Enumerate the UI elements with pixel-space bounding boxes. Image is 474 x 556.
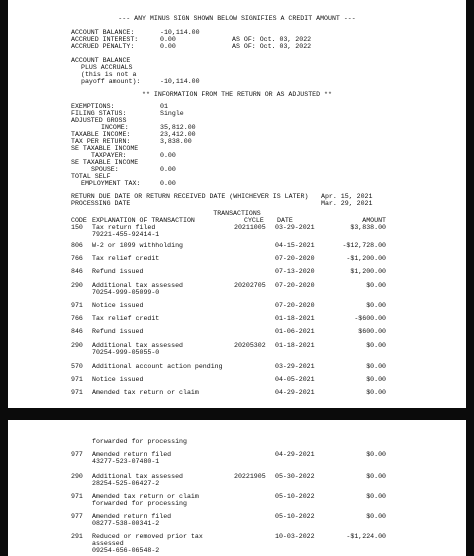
total-se-value: 0.00 bbox=[160, 180, 176, 187]
transaction-amount: $0.00 bbox=[366, 282, 386, 289]
return-due-value: Apr. 15, 2021 bbox=[321, 193, 373, 200]
transaction-date: 01-18-2021 bbox=[275, 315, 315, 322]
transaction-code: 570 bbox=[71, 363, 83, 370]
transcript-page-1 bbox=[8, 0, 466, 408]
transaction-date: 04-29-2021 bbox=[275, 451, 315, 458]
transaction-amount: $0.00 bbox=[366, 493, 386, 500]
transaction-date: 01-18-2021 bbox=[275, 342, 315, 349]
transaction-date: 01-06-2021 bbox=[275, 328, 315, 335]
processing-date-label: PROCESSING DATE bbox=[71, 200, 131, 207]
se-spouse-label-1: SE TAXABLE INCOME bbox=[71, 159, 139, 166]
transactions-title: TRANSACTIONS bbox=[213, 210, 261, 217]
transaction-explanation: Tax return filed bbox=[92, 224, 156, 231]
col-code: CODE bbox=[71, 217, 87, 224]
accrued-penalty-asof: AS OF: Oct. 03, 2022 bbox=[232, 43, 312, 50]
total-se-label-1: TOTAL SELF bbox=[71, 173, 111, 180]
transaction-amount: $0.00 bbox=[366, 513, 386, 520]
col-amount: AMOUNT bbox=[362, 217, 386, 224]
plus-accruals-label-1: ACCOUNT BALANCE bbox=[71, 57, 131, 64]
transaction-cycle: 20211005 bbox=[234, 224, 266, 231]
se-taxpayer-label-2: TAXPAYER: bbox=[91, 152, 127, 159]
accrued-interest-label: ACCRUED INTEREST: bbox=[71, 36, 139, 43]
transaction-explanation-detail: 70254-999-05099-0 bbox=[92, 289, 160, 296]
transaction-date: 04-05-2021 bbox=[275, 376, 315, 383]
transaction-explanation-detail: 09254-656-06548-2 bbox=[92, 547, 160, 554]
se-spouse-label-2: SPOUSE: bbox=[91, 166, 119, 173]
transaction-explanation-detail: 08277-538-00341-2 bbox=[92, 520, 160, 527]
tax-per-return-value: 3,838.00 bbox=[160, 138, 192, 145]
transaction-date: 07-13-2020 bbox=[275, 268, 315, 275]
transaction-explanation: Tax relief credit bbox=[92, 315, 160, 322]
transaction-code: 766 bbox=[71, 255, 83, 262]
continuation-text: forwarded for processing bbox=[92, 438, 187, 445]
agi-value: 35,812.00 bbox=[160, 124, 196, 131]
transaction-code: 977 bbox=[71, 451, 83, 458]
plus-accruals-value: -10,114.00 bbox=[160, 78, 200, 85]
agi-label-1: ADJUSTED GROSS bbox=[71, 117, 127, 124]
transaction-amount: -$1,200.00 bbox=[346, 255, 386, 262]
credit-note: --- ANY MINUS SIGN SHOWN BELOW SIGNIFIES A CREDIT AMOUNT --- bbox=[118, 15, 356, 22]
transaction-explanation: Amended tax return or claim bbox=[92, 493, 199, 500]
transaction-explanation: Notice issued bbox=[92, 376, 144, 383]
transaction-code: 971 bbox=[71, 376, 83, 383]
transaction-amount: $0.00 bbox=[366, 389, 386, 396]
transaction-explanation: Additional tax assessed bbox=[92, 282, 184, 289]
se-spouse-value: 0.00 bbox=[160, 166, 176, 173]
transaction-explanation-detail: 28254-525-06427-2 bbox=[92, 480, 160, 487]
se-taxpayer-label-1: SE TAXABLE INCOME bbox=[71, 145, 139, 152]
account-balance-value: -10,114.00 bbox=[160, 29, 200, 36]
accrued-penalty-label: ACCRUED PENALTY: bbox=[71, 43, 135, 50]
transaction-amount: $1,200.00 bbox=[350, 268, 386, 275]
transaction-date: 05-30-2022 bbox=[275, 473, 315, 480]
transaction-code: 846 bbox=[71, 268, 83, 275]
return-due-label: RETURN DUE DATE OR RETURN RECEIVED DATE (WHICHEVER IS LATER) bbox=[71, 193, 309, 200]
col-date: DATE bbox=[277, 217, 293, 224]
col-cycle: CYCLE bbox=[244, 217, 264, 224]
transaction-explanation-detail: 70254-999-05055-0 bbox=[92, 349, 160, 356]
accrued-interest-value: 0.00 bbox=[160, 36, 176, 43]
transaction-explanation: Reduced or removed prior tax bbox=[92, 533, 203, 540]
transaction-amount: -$1,224.00 bbox=[346, 533, 386, 540]
se-taxpayer-value: 0.00 bbox=[160, 152, 176, 159]
transaction-explanation-detail: forwarded for processing bbox=[92, 500, 187, 507]
transaction-date: 04-29-2021 bbox=[275, 389, 315, 396]
transaction-explanation: Refund issued bbox=[92, 268, 144, 275]
transaction-explanation-detail: assessed bbox=[92, 540, 124, 547]
transaction-amount: $3,838.00 bbox=[350, 224, 386, 231]
transaction-code: 971 bbox=[71, 493, 83, 500]
transaction-amount: $0.00 bbox=[366, 342, 386, 349]
transaction-cycle: 20205302 bbox=[234, 342, 266, 349]
transaction-code: 291 bbox=[71, 533, 83, 540]
transaction-code: 290 bbox=[71, 342, 83, 349]
transaction-amount: -$12,728.00 bbox=[342, 242, 386, 249]
transaction-date: 03-29-2021 bbox=[275, 363, 315, 370]
plus-accruals-label-2: PLUS ACCRUALS bbox=[81, 64, 133, 71]
transaction-cycle: 20202705 bbox=[234, 282, 266, 289]
transaction-code: 806 bbox=[71, 242, 83, 249]
transaction-date: 05-10-2022 bbox=[275, 513, 315, 520]
transaction-amount: $600.00 bbox=[358, 328, 386, 335]
transaction-code: 971 bbox=[71, 389, 83, 396]
transaction-explanation: Additional tax assessed bbox=[92, 342, 184, 349]
transaction-code: 290 bbox=[71, 282, 83, 289]
transaction-date: 07-20-2020 bbox=[275, 302, 315, 309]
transaction-amount: $0.00 bbox=[366, 451, 386, 458]
transaction-date: 03-29-2021 bbox=[275, 224, 315, 231]
transaction-explanation: Additional tax assessed bbox=[92, 473, 184, 480]
transaction-explanation: Refund issued bbox=[92, 328, 144, 335]
transaction-explanation: W-2 or 1099 withholding bbox=[92, 242, 184, 249]
transaction-explanation-detail: 79221-455-92414-1 bbox=[92, 231, 160, 238]
transaction-explanation: Notice issued bbox=[92, 302, 144, 309]
account-balance-label: ACCOUNT BALANCE: bbox=[71, 29, 135, 36]
info-header: ** INFORMATION FROM THE RETURN OR AS ADJUSTED ** bbox=[142, 91, 332, 98]
transaction-code: 971 bbox=[71, 302, 83, 309]
transaction-explanation: Amended tax return or claim bbox=[92, 389, 199, 396]
taxable-income-label: TAXABLE INCOME: bbox=[71, 131, 131, 138]
transaction-explanation-detail: 43277-523-07480-1 bbox=[92, 458, 160, 465]
transaction-cycle: 20221905 bbox=[234, 473, 266, 480]
exemptions-value: 01 bbox=[160, 103, 168, 110]
processing-date-value: Mar. 29, 2021 bbox=[321, 200, 373, 207]
transaction-explanation: Additional account action pending bbox=[92, 363, 223, 370]
agi-label-2: INCOME: bbox=[101, 124, 129, 131]
transaction-amount: $0.00 bbox=[366, 302, 386, 309]
transaction-amount: -$600.00 bbox=[354, 315, 386, 322]
transaction-code: 977 bbox=[71, 513, 83, 520]
filing-status-label: FILING STATUS: bbox=[71, 110, 127, 117]
transaction-code: 766 bbox=[71, 315, 83, 322]
accrued-interest-asof: AS OF: Oct. 03, 2022 bbox=[232, 36, 312, 43]
transaction-code: 846 bbox=[71, 328, 83, 335]
transaction-code: 290 bbox=[71, 473, 83, 480]
filing-status-value: Single bbox=[160, 110, 184, 117]
total-se-label-2: EMPLOYMENT TAX: bbox=[81, 180, 141, 187]
transaction-amount: $0.00 bbox=[366, 473, 386, 480]
plus-accruals-label-4: payoff amount): bbox=[81, 78, 141, 85]
taxable-income-value: 23,412.00 bbox=[160, 131, 196, 138]
tax-per-return-label: TAX PER RETURN: bbox=[71, 138, 131, 145]
transaction-code: 150 bbox=[71, 224, 83, 231]
transaction-date: 07-20-2020 bbox=[275, 282, 315, 289]
transaction-explanation: Amended return filed bbox=[92, 451, 172, 458]
transaction-explanation: Amended return filed bbox=[92, 513, 172, 520]
transaction-amount: $0.00 bbox=[366, 376, 386, 383]
exemptions-label: EXEMPTIONS: bbox=[71, 103, 115, 110]
transcript-page-2 bbox=[8, 420, 466, 556]
transaction-explanation: Tax relief credit bbox=[92, 255, 160, 262]
plus-accruals-label-3: (this is not a bbox=[81, 71, 137, 78]
accrued-penalty-value: 0.00 bbox=[160, 43, 176, 50]
transaction-date: 05-10-2022 bbox=[275, 493, 315, 500]
transaction-date: 07-20-2020 bbox=[275, 255, 315, 262]
transaction-date: 04-15-2021 bbox=[275, 242, 315, 249]
transaction-amount: $0.00 bbox=[366, 363, 386, 370]
col-explanation: EXPLANATION OF TRANSACTION bbox=[92, 217, 195, 224]
transaction-date: 10-03-2022 bbox=[275, 533, 315, 540]
